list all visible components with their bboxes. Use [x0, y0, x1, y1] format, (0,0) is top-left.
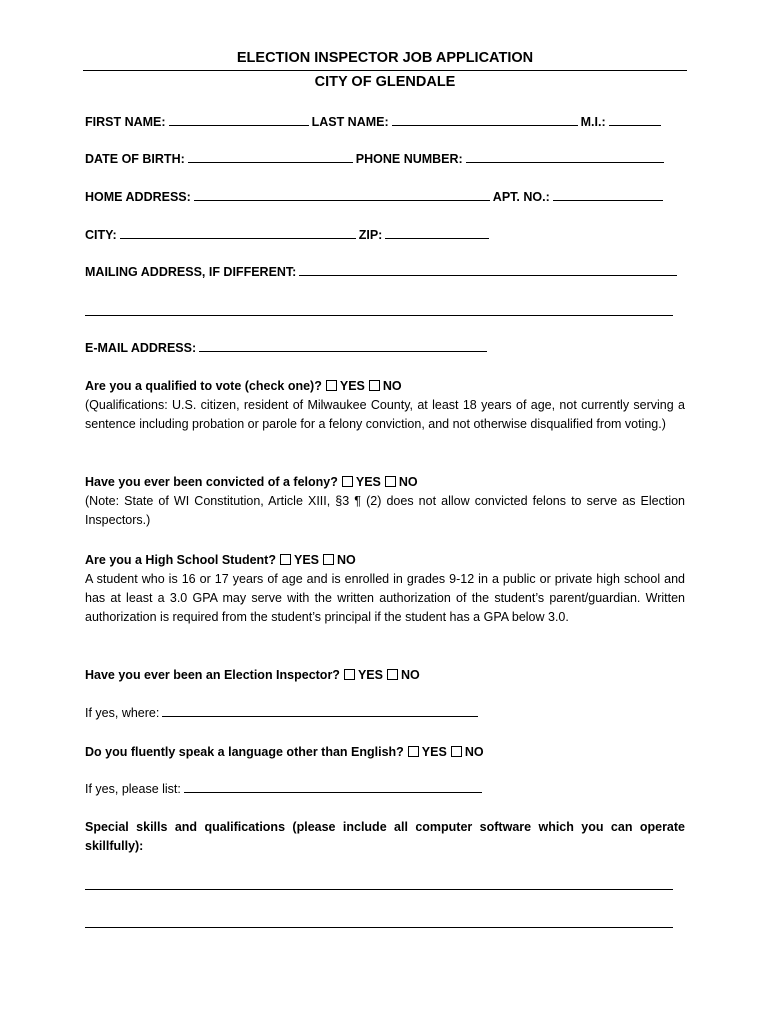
form-subtitle: CITY OF GLENDALE	[314, 74, 456, 90]
language-no-checkbox[interactable]	[451, 746, 462, 757]
no-label: NO	[400, 668, 420, 682]
language-followup-row	[85, 781, 485, 796]
inspector-question-row	[85, 666, 685, 685]
first-name-field[interactable]	[169, 114, 309, 126]
felony-question: Have you ever been convicted of a felony?	[85, 475, 338, 489]
skills-line-2[interactable]	[85, 927, 673, 928]
yes-label: YES	[293, 553, 319, 567]
language-question-row	[85, 743, 685, 762]
yes-label: YES	[357, 668, 383, 682]
apt-field[interactable]	[553, 189, 663, 201]
mailing-row	[85, 264, 680, 279]
address-row	[85, 189, 666, 204]
zip-field[interactable]	[385, 227, 489, 239]
felony-note: (Note: State of WI Constitution, Article XIII, §3 ¶ (2) does not allow convicted felons to serve as Election Inspectors.)	[85, 494, 685, 527]
title-rule	[83, 70, 687, 71]
inspector-section	[85, 666, 685, 685]
student-yes-checkbox[interactable]	[280, 554, 291, 565]
qualified-note: (Qualifications: U.S. citizen, resident of Milwaukee County, at least 18 years of age, not currently serving a sentence including probation or parole for a felony conviction, and not otherwise disqualified from voting.)	[85, 398, 685, 431]
mailing-address-line-2[interactable]	[85, 315, 673, 316]
language-list-label: If yes, please list:	[85, 782, 181, 796]
inspector-where-label: If yes, where:	[85, 706, 160, 720]
inspector-question: Have you ever been an Election Inspector?	[85, 668, 340, 682]
no-label: NO	[398, 475, 418, 489]
inspector-where-field[interactable]	[162, 705, 478, 717]
yes-label: YES	[355, 475, 381, 489]
inspector-yes-checkbox[interactable]	[344, 669, 355, 680]
mi-label: M.I.:	[580, 115, 606, 129]
no-label: NO	[337, 553, 356, 567]
no-label: NO	[464, 745, 484, 759]
dob-phone-row	[85, 151, 667, 166]
felony-section	[85, 473, 685, 530]
home-address-field[interactable]	[194, 189, 490, 201]
qualified-yes-checkbox[interactable]	[326, 380, 337, 391]
mailing-address-label: MAILING ADDRESS, IF DIFFERENT:	[85, 265, 297, 279]
form-title: ELECTION INSPECTOR JOB APPLICATION	[236, 50, 534, 66]
home-address-label: HOME ADDRESS:	[85, 190, 191, 204]
name-row	[85, 114, 664, 129]
dob-field[interactable]	[188, 151, 353, 163]
student-section	[85, 551, 685, 627]
dob-label: DATE OF BIRTH:	[85, 152, 185, 166]
student-note: A student who is 16 or 17 years of age and is enrolled in grades 9-12 in a public or private high school and has at least a 3.0 GPA may serve with the written authorization of the student’s parent/guardian. Written authorization is required from the student’s principal if the student has a GPA below 3.0.	[85, 572, 685, 624]
student-no-checkbox[interactable]	[323, 554, 334, 565]
felony-yes-checkbox[interactable]	[342, 476, 353, 487]
qualified-question-row	[85, 377, 685, 396]
language-section	[85, 743, 685, 762]
apt-label: APT. NO.:	[492, 190, 550, 204]
inspector-no-checkbox[interactable]	[387, 669, 398, 680]
language-question: Do you fluently speak a language other than English?	[85, 745, 404, 759]
skills-question: Special skills and qualifications (please include all computer software which you can operate skillfully):	[85, 820, 685, 853]
qualified-question: Are you a qualified to vote (check one)?	[85, 379, 322, 393]
last-name-label: LAST NAME:	[311, 115, 389, 129]
skills-line-1[interactable]	[85, 889, 673, 890]
felony-question-row	[85, 473, 685, 492]
phone-label: PHONE NUMBER:	[355, 152, 463, 166]
language-yes-checkbox[interactable]	[408, 746, 419, 757]
qualified-section	[85, 377, 685, 434]
email-row	[85, 340, 490, 355]
first-name-label: FIRST NAME:	[85, 115, 166, 129]
city-zip-row	[85, 227, 492, 242]
student-question-row	[85, 551, 685, 570]
felony-no-checkbox[interactable]	[385, 476, 396, 487]
city-label: CITY:	[85, 228, 117, 242]
email-field[interactable]	[199, 340, 487, 352]
qualified-no-checkbox[interactable]	[369, 380, 380, 391]
no-label: NO	[382, 379, 402, 393]
last-name-field[interactable]	[392, 114, 578, 126]
yes-label: YES	[339, 379, 365, 393]
city-field[interactable]	[120, 227, 356, 239]
inspector-followup-row	[85, 705, 481, 720]
yes-label: YES	[421, 745, 447, 759]
phone-field[interactable]	[466, 151, 664, 163]
language-list-field[interactable]	[184, 781, 482, 793]
email-label: E-MAIL ADDRESS:	[85, 341, 197, 355]
mailing-address-field[interactable]	[299, 264, 677, 276]
student-question: Are you a High School Student?	[85, 553, 276, 567]
mi-field[interactable]	[609, 114, 661, 126]
zip-label: ZIP:	[358, 228, 383, 242]
